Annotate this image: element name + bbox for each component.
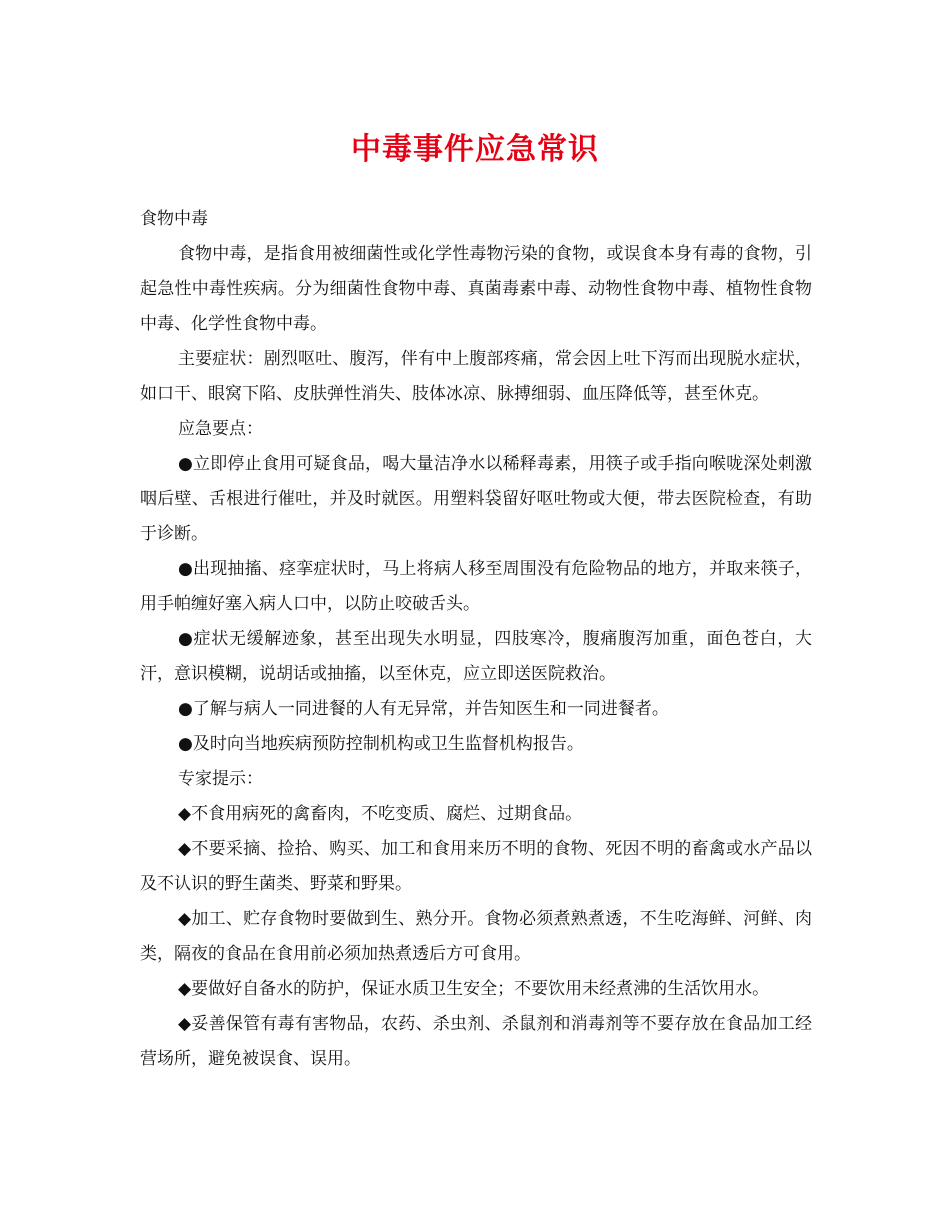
emergency-item: ●了解与病人一同进餐的人有无异常，并告知医生和一同进餐者。 [178,699,669,719]
subheading-expert-tips: 专家提示： [178,769,263,789]
paragraph-definition: 食物中毒，是指食用被细菌性或化学性毒物污染的食物，或误食本身有毒的食物，引起急性中毒性疾病。分为细菌性食物中毒、真菌毒素中毒、动物性食物中毒、植物性食物中毒、化学性食物中毒。 [140,244,812,334]
emergency-item: ●及时向当地疾病预防控制机构或卫生监督机构报告。 [178,734,584,754]
section-heading: 食物中毒 [140,209,208,229]
document-body [140,202,812,1077]
tip-item: ◆不食用病死的禽畜肉，不吃变质、腐烂、过期食品。 [178,804,583,824]
emergency-item: ●症状无缓解迹象，甚至出现失水明显，四肢寒冷，腹痛腹泻加重，面色苍白，大汗，意识模糊，说胡话或抽搐，以至休克，应立即送医院救治。 [140,629,812,684]
tip-item: ◆妥善保管有毒有害物品，农药、杀虫剂、杀鼠剂和消毒剂等不要存放在食品加工经营场所，避免被误食、误用。 [140,1014,812,1069]
tip-item: ◆加工、贮存食物时要做到生、熟分开。食物必须煮熟煮透，不生吃海鲜、河鲜、肉类，隔夜的食品在食用前必须加热煮透后方可食用。 [140,909,812,964]
emergency-item: ●立即停止食用可疑食品，喝大量洁净水以稀释毒素，用筷子或手指向喉咙深处刺激咽后壁、舌根进行催吐，并及时就医。用塑料袋留好呕吐物或大便，带去医院检查，有助于诊断。 [140,454,812,544]
document-title: 中毒事件应急常识 [351,132,599,167]
emergency-item: ●出现抽搐、痉挛症状时，马上将病人移至周围没有危险物品的地方，并取来筷子，用手帕缠好塞入病人口中，以防止咬破舌头。 [140,559,812,614]
paragraph-symptoms: 主要症状：剧烈呕吐、腹泻，伴有中上腹部疼痛，常会因上吐下泻而出现脱水症状，如口干、眼窝下陷、皮肤弹性消失、肢体冰凉、脉搏细弱、血压降低等，甚至休克。 [140,349,812,404]
subheading-emergency-points: 应急要点： [178,419,263,439]
tip-item: ◆不要采摘、捡拾、购买、加工和食用来历不明的食物、死因不明的畜禽或水产品以及不认识的野生菌类、野菜和野果。 [140,839,812,894]
tip-item: ◆要做好自备水的防护，保证水质卫生安全；不要饮用未经煮沸的生活饮用水。 [178,979,770,999]
